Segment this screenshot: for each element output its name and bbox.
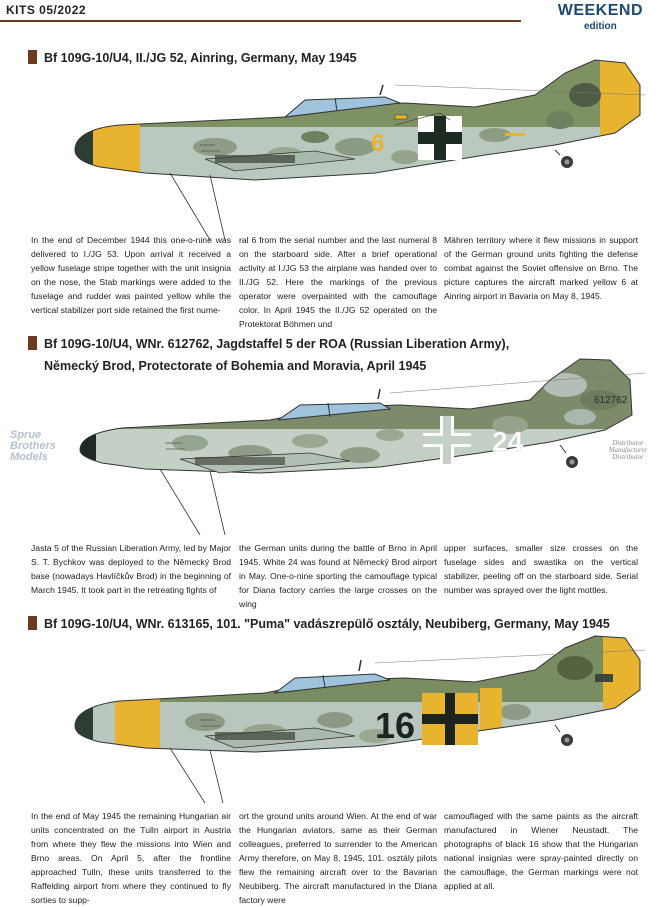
dealer-watermark: Distributor Manufacturer Distributor [608,439,648,461]
section2-text-col3: upper surfaces, smaller size crosses on the fuselage sides and swastika on the vertical stabilizer, peeling off on the starboard side. Serial number was sprayed over the light mottles. [444,543,638,595]
section1-title: Bf 109G-10/U4, II./JG 52, Ainring, Germany, May 1945 [28,47,357,69]
page-header [0,0,671,32]
section1-text-col2: ral 6 from the serial number and the last numeral 8 on the starboard side. After a brief operational activity at I./JG 53 the airplane was handed over to II./JG 52. Here the markings of the previous operator were overpainted with the camouflage color. In April 1945 the II./JG 52 operated on the Protektorat Böhmen und [239,235,437,329]
header-rule [0,20,521,22]
aircraft-profile-2 [60,345,645,540]
section1-text-col1: In the end of December 1944 this one-o-nine was delivered to I./JG 53. Upon arrival it received a yellow fuselage stripe together with the unit insignia on the nose, the Stab markings were added to the fuselage and rudder was painted yellow while the vertical stabilizer port side retained the first nume- [31,235,231,315]
title-marker [28,616,37,630]
watermark: Sprue Brothers Models [10,429,56,463]
logo-main-text: WEEKEND [557,2,643,19]
aircraft-profile-3 [55,628,645,803]
aircraft-profile-1 [55,55,645,245]
fuselage-code-2: 24 [492,426,524,457]
hungarian-cross-icon [422,693,478,745]
section2-text-col1: Jasta 5 of the Russian Liberation Army, led by Major S. T. Bychkov was deployed to the Německý Brod base (nowadays Havlíčkův Brod) in the beginning of March 1945. It took part in the retreating fights of [31,543,231,595]
kits-issue-label: KITS 05/2022 [6,3,87,17]
weekend-edition-logo [558,2,643,32]
section3-text-col1: In the end of May 1945 the remaining Hungarian air units concentrated on the Tulln airport in Austria from where they flew the missions into Wien and Brno areas. On April 5, after the frontline approached Tulln, these units transferred to the Raffelding airport from where they continued to fly sorties to supp- [31,811,231,905]
logo-sub-text: edition [583,21,617,32]
balkenkreuz-icon [418,116,462,160]
section3-text-col3: camouflaged with the same paints as the aircraft manufactured in Wiener Neustadt. The photographs of black 16 show that the Hungarian national insignias were spray-painted directly on the camouflage, the German markings were not applied at all. [444,811,638,891]
tail-serial-2: 612762 [594,395,628,406]
fuselage-code-3: 16 [375,705,416,746]
title-marker [28,50,37,64]
section1-text-col3: Mähren territory where it flew missions in support of the German ground units fighting the defense combat against the Soviet offensive on Brno. The picture captures the aircraft marked yellow 6 at Ainring airport in Bavaria on May 8, 1945. [444,235,638,301]
section2-title-line1: Bf 109G-10/U4, WNr. 612762, Jagdstaffel 5 der ROA (Russian Liberation Army), [28,333,509,355]
section3-text-col2: ort the ground units around Wien. At the end of war the Hungarian aviators, same as their German colleagues, preferred to surrender to the American Army therefore, on May 8, 1945, 101. osztály pilots flew the remaining aircraft over to the Bavarian Neubiberg. The aircraft manufactured in the Diana factory were [239,811,437,905]
title-marker [28,336,37,350]
section3-title: Bf 109G-10/U4, WNr. 613165, 101. "Puma" vadászrepülő osztály, Neubiberg, Germany, May 1945 [28,613,610,635]
section2-text-col2: the German units during the battle of Brno in April 1945. White 24 was found at Německý Brod airport in May. One-o-nine sporting the camouflage typical for Diana factory carries the large crosses on the wing [239,543,437,609]
section2-title-line2: Německý Brod, Protectorate of Bohemia and Moravia, April 1945 [44,359,427,373]
fuselage-code-1: 6 [371,130,385,157]
